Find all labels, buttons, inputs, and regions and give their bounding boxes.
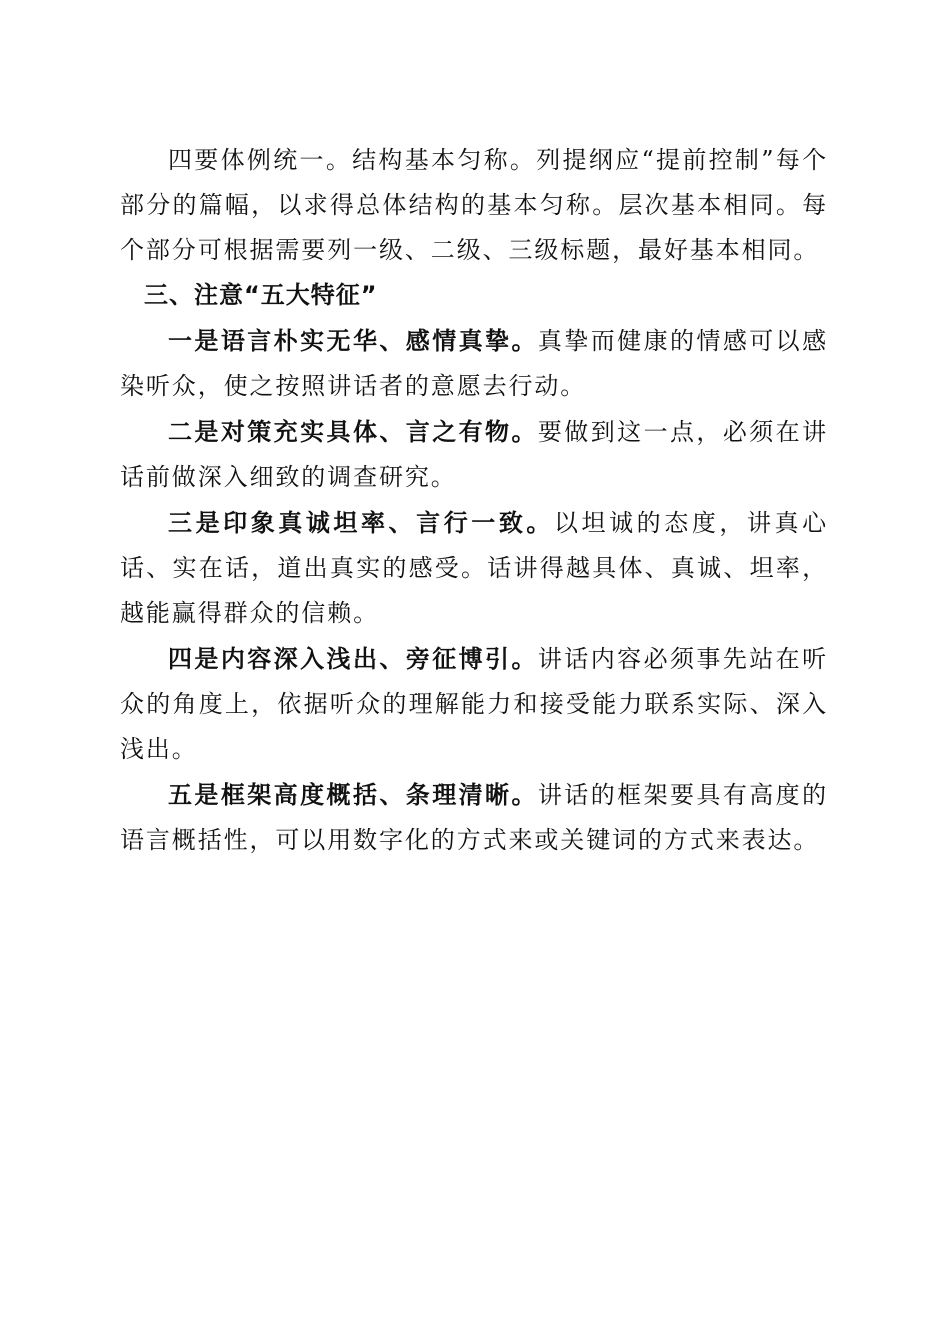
- feature-lead-2: 二是对策充实具体、言之有物。: [168, 417, 538, 446]
- feature-lead-5: 五是框架高度概括、条理清晰。: [168, 780, 538, 809]
- feature-body-5: 讲话的框架要具有高度的语言概括性，可以用数字化的方式来或关键词的方式来表达。: [120, 781, 828, 854]
- feature-body-2: 要做到这一点，必须在讲话前做深入细致的调查研究。: [120, 418, 828, 491]
- feature-body-3: 以坦诚的态度，讲真心话、实在话，道出真实的感受。话讲得越具体、真诚、坦率，越能赢得群众的信赖。: [120, 509, 828, 627]
- feature-body-1: 真挚而健康的情感可以感染听众，使之按照讲话者的意愿去行动。: [120, 327, 828, 400]
- feature-lead-3: 三是印象真诚坦率、言行一致。: [168, 508, 554, 537]
- feature-lead-1: 一是语言朴实无华、感情真挚。: [168, 326, 538, 355]
- section-heading: 三、注意“五大特征”: [144, 281, 378, 309]
- feature-paragraph-4: [120, 636, 828, 772]
- feature-paragraph-3: [120, 500, 828, 636]
- feature-paragraph-1: [120, 318, 828, 409]
- feature-lead-4: 四是内容深入浅出、旁征博引。: [168, 644, 538, 673]
- feature-body-4: 讲话内容必须事先站在听众的角度上，依据听众的理解能力和接受能力联系实际、深入浅出。: [120, 645, 828, 763]
- feature-paragraph-2: [120, 409, 828, 500]
- document-body: [120, 138, 828, 863]
- paragraph-structure-uniformity: 四要体例统一。结构基本匀称。列提纲应“提前控制”每个部分的篇幅，以求得总体结构的基本匀称。层次基本相同。每个部分可根据需要列一级、二级、三级标题，最好基本相同。: [120, 146, 828, 264]
- feature-paragraph-5: [120, 772, 828, 863]
